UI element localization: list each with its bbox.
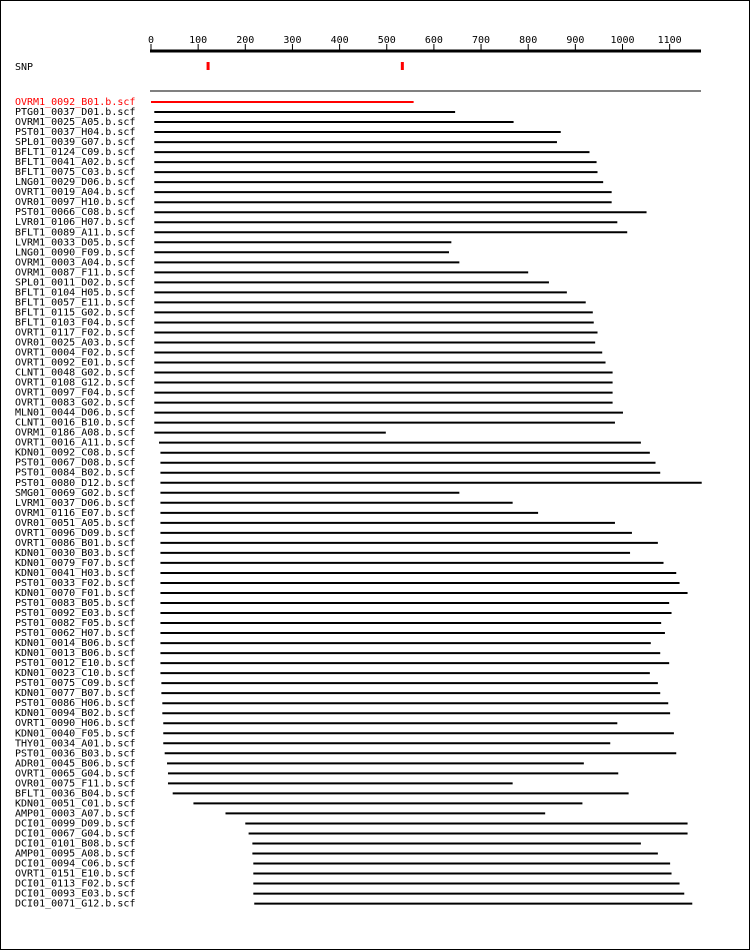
- axis-tick-label: 0: [147, 35, 155, 46]
- read-label: LVR01_0106_H07.b.scf: [15, 217, 136, 229]
- read-label: OVRT1_0108_G12.b.scf: [15, 377, 136, 389]
- read-label: PST01_0067_D08.b.scf: [15, 457, 136, 469]
- read-label: OVRT1_0096_D09.b.scf: [15, 527, 136, 539]
- snp-marker: [207, 62, 210, 70]
- read-label: LNG01_0029_D06.b.scf: [15, 177, 136, 189]
- axis-tick-label: 600: [424, 35, 443, 46]
- read-label: PST01_0082_F05.b.scf: [15, 618, 136, 630]
- read-label: BFLT1_0075_C03.b.scf: [15, 167, 136, 179]
- snp-track: [15, 62, 404, 73]
- axis-tick-label: 800: [519, 35, 538, 46]
- read-label: KDN01_0094_B02.b.scf: [15, 708, 136, 720]
- read-label: PST01_0036_B03.b.scf: [15, 748, 136, 760]
- read-list: [15, 97, 702, 910]
- read-label: PST01_0075_C09.b.scf: [15, 678, 136, 690]
- read-label: ADR01_0045_B06.b.scf: [15, 758, 136, 770]
- read-label: SMG01_0069_G02.b.scf: [15, 487, 136, 499]
- read-label: MLN01_0044_D06.b.scf: [15, 407, 136, 419]
- read-label: PST01_0080_D12.b.scf: [15, 477, 136, 489]
- read-label: PST01_0084_B02.b.scf: [15, 467, 136, 479]
- read-label: DCI01_0093_E03.b.scf: [15, 888, 136, 900]
- read-label: OVR01_0075_F11.b.scf: [15, 778, 136, 790]
- read-label: SPL01_0011_D02.b.scf: [15, 277, 136, 289]
- read-label: CLNT1_0048_G02.b.scf: [15, 367, 136, 379]
- read-label: CLNT1_0016_B10.b.scf: [15, 417, 136, 429]
- read-label: KDN01_0023_C10.b.scf: [15, 668, 136, 680]
- read-label: KDN01_0013_B06.b.scf: [15, 648, 136, 660]
- read-label: PST01_0066_C08.b.scf: [15, 207, 136, 219]
- read-label: PST01_0033_F02.b.scf: [15, 577, 136, 589]
- axis-tick-label: 500: [377, 35, 396, 46]
- read-label: BFLT1_0041_A02.b.scf: [15, 157, 136, 169]
- axis-tick-label: 1100: [657, 35, 682, 46]
- read-label: PST01_0012_E10.b.scf: [15, 658, 136, 670]
- axis-tick-label: 400: [330, 35, 349, 46]
- axis-tick-label: 900: [566, 35, 585, 46]
- read-label: BFLT1_0104_H05.b.scf: [15, 287, 136, 299]
- read-label: OVRM1_0092_B01.b.scf: [15, 97, 136, 108]
- read-label: OVRT1_0004_F02.b.scf: [15, 347, 136, 359]
- read-label: KDN01_0051_C01.b.scf: [15, 798, 136, 810]
- axis-tick-label: 1000: [610, 35, 635, 46]
- read-label: KDN01_0070_F01.b.scf: [15, 587, 136, 599]
- read-label: OVRT1_0092_E01.b.scf: [15, 357, 136, 369]
- read-label: DCI01_0101_B08.b.scf: [15, 838, 136, 850]
- read-label: PST01_0062_H07.b.scf: [15, 628, 136, 640]
- axis-tick-label: 200: [236, 35, 255, 46]
- position-axis: [148, 35, 701, 52]
- read-label: OVR01_0025_A03.b.scf: [15, 337, 136, 349]
- read-label: LVRM1_0037_D06.b.scf: [15, 497, 136, 509]
- read-label: KDN01_0092_C08.b.scf: [15, 447, 136, 459]
- read-label: OVRM1_0087_F11.b.scf: [15, 267, 136, 279]
- read-label: DCI01_0099_D09.b.scf: [15, 818, 136, 830]
- axis-tick-label: 300: [283, 35, 302, 46]
- read-label: OVRM1_0116_E07.b.scf: [15, 507, 136, 519]
- read-label: PTG01_0037_D01.b.scf: [15, 107, 136, 119]
- read-label: OVRM1_0025_A05.b.scf: [15, 117, 136, 129]
- read-label: OVRT1_0151_E10.b.scf: [15, 868, 136, 880]
- read-label: PST01_0037_H04.b.scf: [15, 127, 136, 139]
- read-label: DCI01_0067_G04.b.scf: [15, 828, 136, 840]
- read-label: BFLT1_0089_A11.b.scf: [15, 227, 136, 239]
- read-label: KDN01_0041_H03.b.scf: [15, 567, 136, 579]
- read-label: KDN01_0077_B07.b.scf: [15, 688, 136, 700]
- read-label: OVRT1_0086_B01.b.scf: [15, 537, 136, 549]
- read-label: OVRM1_0186_A08.b.scf: [15, 427, 136, 439]
- read-label: PST01_0092_E03.b.scf: [15, 608, 136, 620]
- read-label: PST01_0083_B05.b.scf: [15, 598, 136, 609]
- read-label: BFLT1_0103_F04.b.scf: [15, 317, 136, 329]
- read-label: DCI01_0094_C06.b.scf: [15, 858, 136, 870]
- read-label: OVRT1_0090_H06.b.scf: [15, 718, 136, 730]
- read-label: PST01_0086_H06.b.scf: [15, 698, 136, 710]
- read-label: KDN01_0014_B06.b.scf: [15, 638, 136, 650]
- read-label: OVR01_0051_A05.b.scf: [15, 517, 136, 529]
- read-label: BFLT1_0115_G02.b.scf: [15, 307, 136, 319]
- read-label: SPL01_0039_G07.b.scf: [15, 137, 136, 149]
- read-label: AMP01_0095_A08.b.scf: [15, 848, 136, 860]
- read-label: LVRM1_0033_D05.b.scf: [15, 237, 136, 249]
- read-label: OVRT1_0117_F02.b.scf: [15, 327, 136, 339]
- read-label: DCI01_0071_G12.b.scf: [15, 898, 136, 910]
- read-label: KDN01_0030_B03.b.scf: [15, 547, 136, 559]
- axis-tick-label: 100: [189, 35, 208, 46]
- snp-marker: [401, 62, 404, 70]
- read-label: OVRT1_0016_A11.b.scf: [15, 437, 136, 449]
- read-label: OVRM1_0003_A04.b.scf: [15, 257, 136, 269]
- read-label: THY01_0034_A01.b.scf: [15, 738, 136, 750]
- read-assembly-diagram: [1, 1, 749, 949]
- axis-tick-label: 700: [472, 35, 491, 46]
- read-label: OVRT1_0065_G04.b.scf: [15, 768, 136, 780]
- read-label: DCI01_0113_F02.b.scf: [15, 878, 136, 890]
- read-label: BFLT1_0124_C09.b.scf: [15, 147, 136, 159]
- read-label: OVRT1_0019_A04.b.scf: [15, 187, 136, 199]
- read-label: OVR01_0097_H10.b.scf: [15, 197, 136, 209]
- read-label: LNG01_0090_F09.b.scf: [15, 247, 136, 259]
- read-label: OVRT1_0097_F04.b.scf: [15, 387, 136, 399]
- read-label: OVRT1_0083_G02.b.scf: [15, 397, 136, 409]
- read-label: KDN01_0079_F07.b.scf: [15, 557, 136, 569]
- read-label: BFLT1_0057_E11.b.scf: [15, 297, 136, 309]
- read-label: KDN01_0040_F05.b.scf: [15, 728, 136, 740]
- snp-label: SNP: [15, 62, 34, 73]
- read-label: BFLT1_0036_B04.b.scf: [15, 788, 136, 800]
- read-label: AMP01_0003_A07.b.scf: [15, 808, 136, 820]
